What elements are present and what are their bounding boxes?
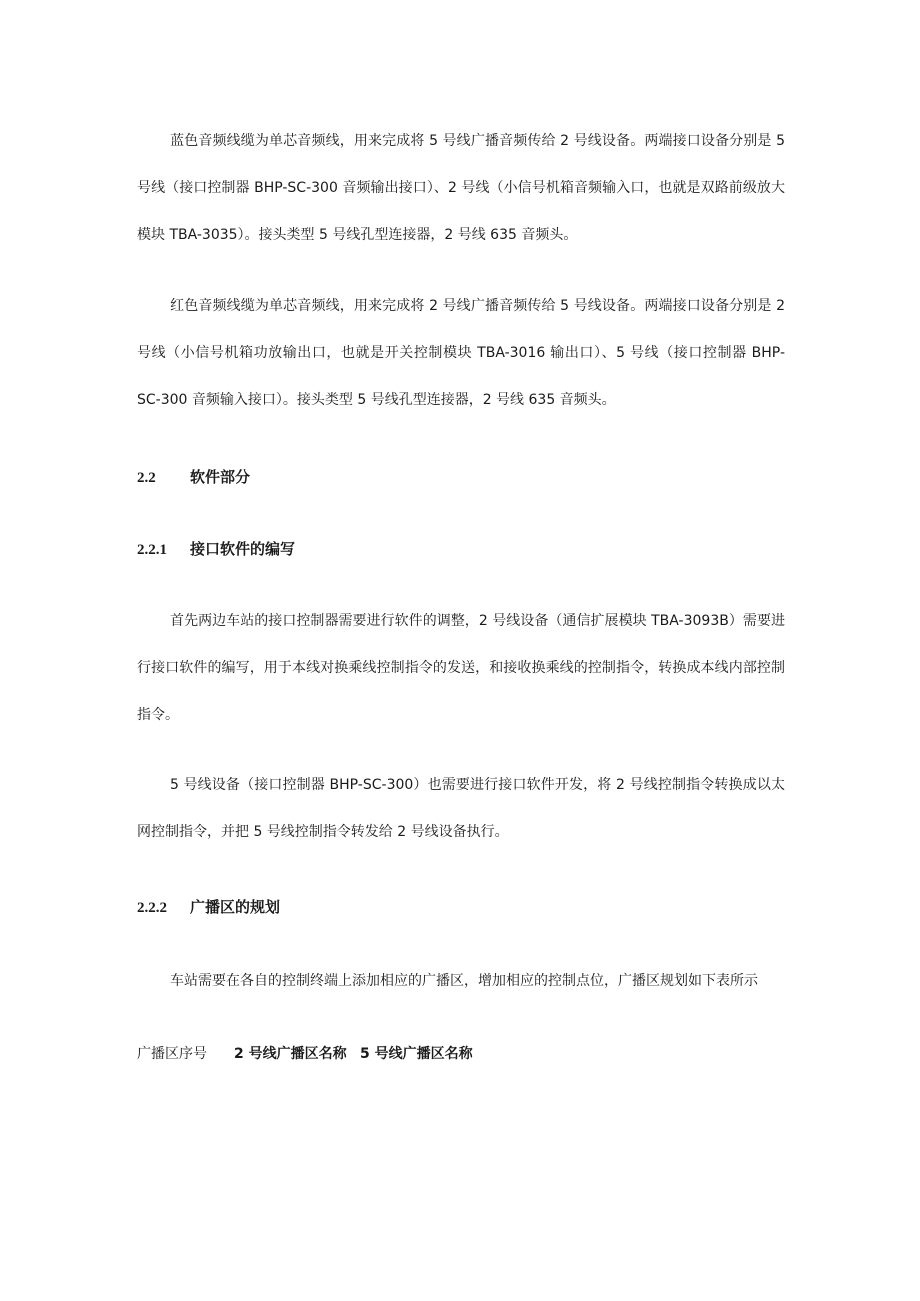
paragraph-interface-software: [137, 598, 785, 739]
paragraph-text: 车站需要在各自的控制终端上添加相应的广播区，增加相应的控制点位，广播区规划如下表所示: [170, 973, 758, 989]
section-number: 2.2.1: [137, 542, 167, 558]
section-heading-2-2-1: [137, 538, 295, 559]
broadcast-zone-table-header: [137, 1043, 473, 1063]
table-header-cell: 广播区序号: [137, 1046, 207, 1062]
paragraph-text: 蓝色音频线缆为单芯音频线，用来完成将 5 号线广播音频传给 2 号线设备。两端接口设备分别是 5 号线（接口控制器 BHP-SC-300 音频输出接口）、2 号线（小信号机箱音频输入口，也就是双路前级放大模块 TBA-3035）。接头类型 5 号线孔型连接器，2 号线 635 音频头。: [137, 133, 785, 243]
paragraph-line5-software: [137, 762, 785, 856]
section-title: 软件部分: [190, 468, 251, 486]
paragraph-broadcast-zone: [137, 958, 785, 1005]
section-heading-2-2: [137, 466, 250, 487]
section-title: 接口软件的编写: [190, 540, 296, 558]
section-number: 2.2.2: [137, 900, 167, 916]
paragraph-blue-audio-cable: [137, 118, 785, 259]
table-header-cell: 5 号线广播区名称: [360, 1046, 473, 1062]
table-header-cell: 2 号线广播区名称: [234, 1046, 347, 1062]
section-number: 2.2: [137, 470, 156, 486]
paragraph-text: 红色音频线缆为单芯音频线，用来完成将 2 号线广播音频传给 5 号线设备。两端接口设备分别是 2 号线（小信号机箱功放输出口，也就是开关控制模块 TBA-3016 输出口）、5 号线（接口控制器 BHP-SC-300 音频输入接口）。接头类型 5 号线孔型连接器，2 号线 635 音频头。: [137, 298, 785, 408]
paragraph-text: 5 号线设备（接口控制器 BHP-SC-300）也需要进行接口软件开发，将 2 号线控制指令转换成以太网控制指令，并把 5 号线控制指令转发给 2 号线设备执行。: [137, 777, 785, 840]
section-title: 广播区的规划: [190, 898, 281, 916]
section-heading-2-2-2: [137, 896, 280, 917]
paragraph-text: 首先两边车站的接口控制器需要进行软件的调整，2 号线设备（通信扩展模块 TBA-3093B）需要进行接口软件的编写，用于本线对换乘线控制指令的发送，和接收换乘线的控制指令，转换成本线内部控制指令。: [137, 613, 785, 723]
paragraph-red-audio-cable: [137, 283, 785, 424]
